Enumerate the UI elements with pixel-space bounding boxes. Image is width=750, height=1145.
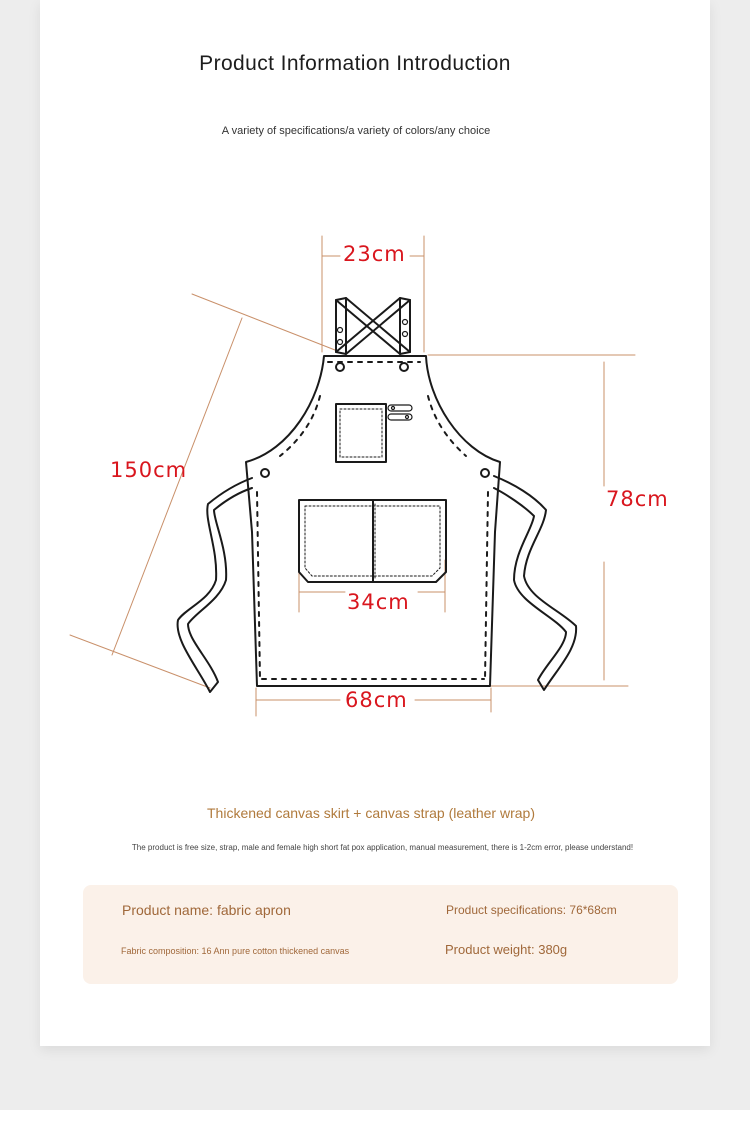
- page-subtitle: A variety of specifications/a variety of colors/any choice: [221, 125, 491, 137]
- dimension-pocket-width: 34cm: [347, 590, 410, 614]
- product-name: Product name: fabric apron: [122, 902, 291, 918]
- dimension-apron-length: 78cm: [606, 487, 669, 511]
- material-caption: Thickened canvas skirt + canvas strap (leather wrap): [207, 805, 535, 821]
- dimension-apron-width: 68cm: [345, 688, 408, 712]
- fabric-composition: Fabric composition: 16 Ann pure cotton thickened canvas: [121, 946, 350, 956]
- dimension-strap-width: 23cm: [343, 242, 406, 266]
- bottom-band: [0, 1110, 750, 1145]
- product-info-box: [83, 885, 678, 984]
- dimension-total-length: 150cm: [110, 458, 188, 482]
- product-specifications: Product specifications: 76*68cm: [446, 903, 617, 917]
- apron-outline: [178, 298, 577, 692]
- pen-holder: [388, 405, 412, 420]
- size-note: The product is free size, strap, male and female high short fat pox application, manual measurement, there is 1-2cm error, please understand!: [131, 843, 634, 852]
- product-weight: Product weight: 380g: [445, 942, 568, 957]
- page-title: Product Information Introduction: [199, 52, 511, 75]
